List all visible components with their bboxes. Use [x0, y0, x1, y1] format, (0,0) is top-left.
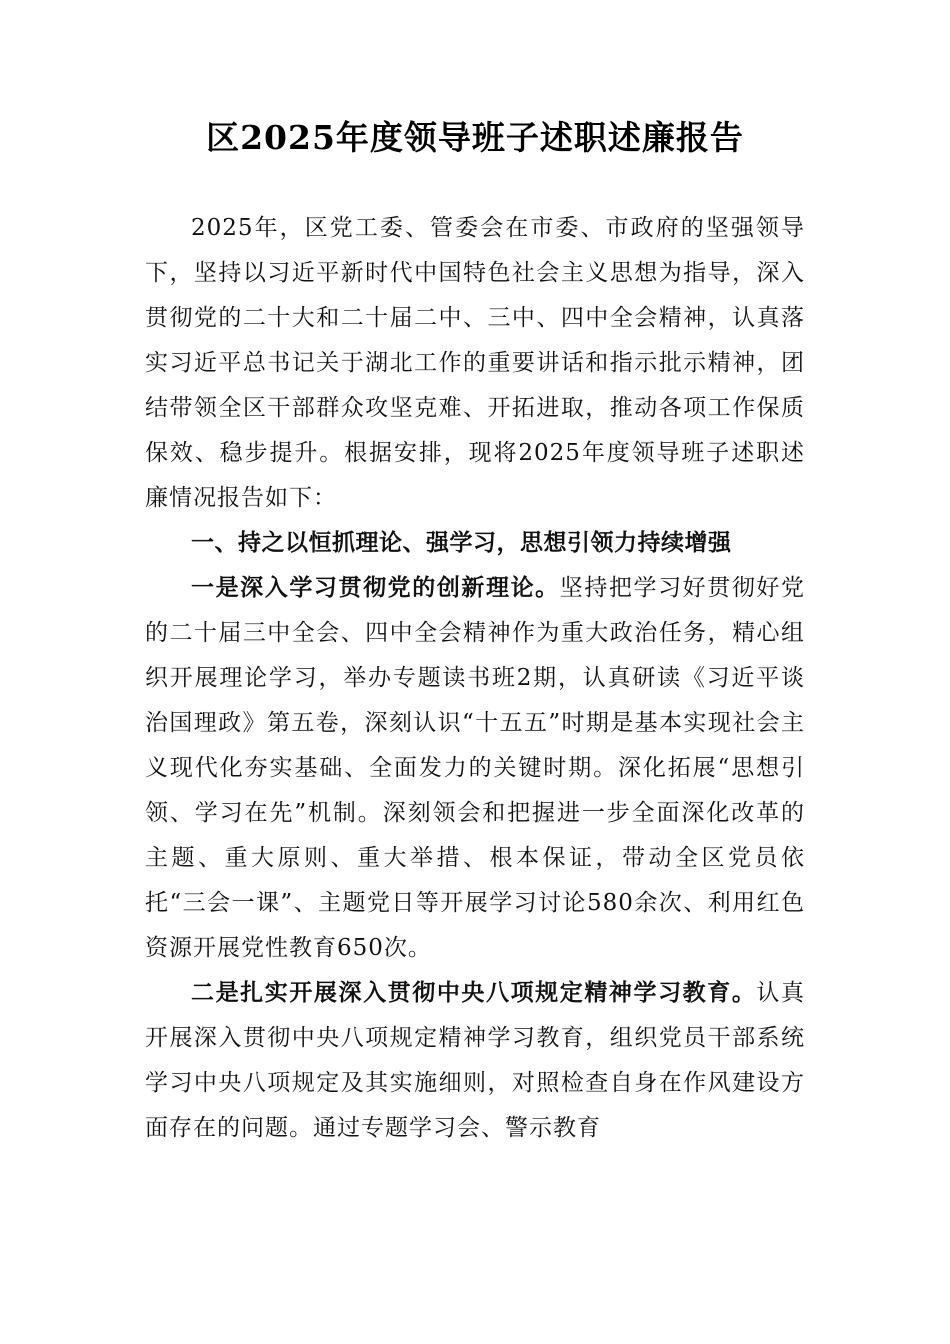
- item-lead-1: 一是深入学习贯彻党的创新理论。: [191, 575, 560, 601]
- item-body-2: 认真开展深入贯彻中央八项规定精神学习教育，组织党员干部系统学习中央八项规定及其实施细则，对照检查自身在作风建设方面存在的问题。通过专题学习会、警示教育: [145, 980, 806, 1141]
- intro-paragraph: 2025年，区党工委、管委会在市委、市政府的坚强领导下，坚持以习近平新时代中国特色社会主义思想为指导，深入贯彻党的二十大和二十届二中、三中、四中全会精神，认真落实习近平总书记关于湖北工作的重要讲话和指示批示精神，团结带领全区干部群众攻坚克难、开拓进取，推动各项工作保质保效、稳步提升。根据安排，现将2025年度领导班子述职述廉情况报告如下：: [145, 215, 805, 511]
- page-title: 区2025年度领导班子述职述廉报告: [206, 118, 744, 157]
- item-paragraph-2: [145, 971, 805, 1151]
- section-heading-1: 一、持之以恒抓理论、强学习，思想引领力持续增强: [191, 530, 732, 556]
- item-lead-2: 二是扎实开展深入贯彻中央八项规定精神学习教育。: [191, 980, 757, 1006]
- document-body: [145, 206, 805, 1151]
- item-paragraph-1: [145, 566, 805, 971]
- item-body-1: 坚持把学习好贯彻好党的二十届三中全会、四中全会精神作为重大政治任务，精心组织开展理论学习，举办专题读书班2期，认真研读《习近平谈治国理政》第五卷，深刻认识“十五五”时期是基本实现社会主义现代化夯实基础、全面发力的关键时期。深化拓展“思想引领、学习在先”机制。深刻领会和把握进一步全面深化改革的主题、重大原则、重大举措、根本保证，带动全区党员依托“三会一课”、主题党日等开展学习讨论580余次、利用红色资源开展党性教育650次。: [145, 575, 806, 961]
